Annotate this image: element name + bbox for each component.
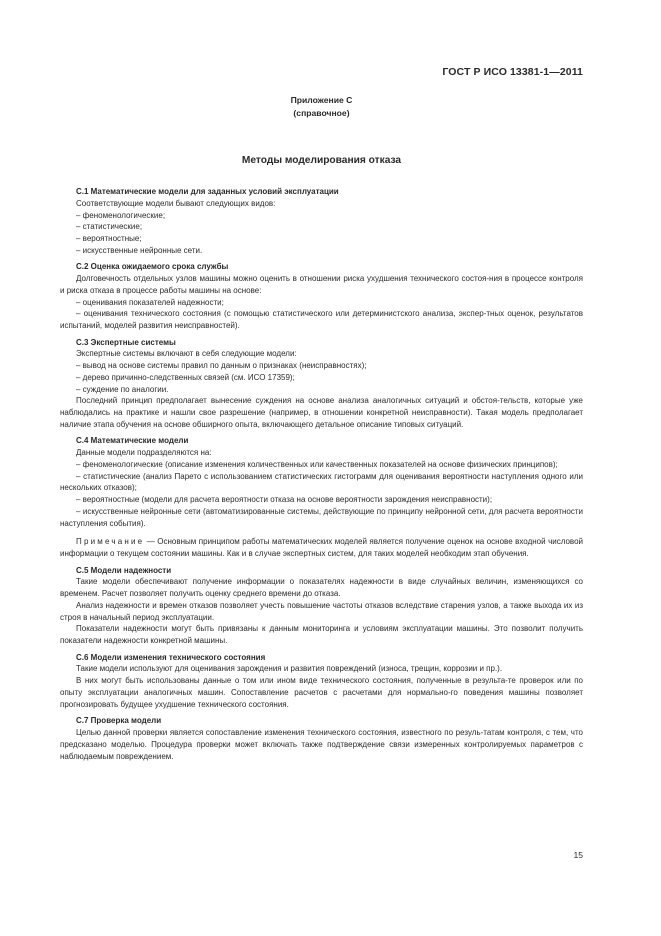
section-heading-c7: С.7 Проверка модели bbox=[76, 716, 162, 726]
section-heading-c3: С.3 Экспертные системы bbox=[76, 337, 176, 347]
standard-designation: ГОСТ Р ИСО 13381-1—2011 bbox=[442, 66, 583, 78]
list-item: – вывод на основе системы правил по данным о признаках (неисправностях); bbox=[76, 361, 367, 371]
list-item: – феноменологические; bbox=[76, 210, 166, 220]
paragraph: Анализ надежности и времен отказов позволяет учесть повышение частоты отказов вследствие старения узлов, а также выхода их из строя в начальный период эксплуатации. bbox=[60, 600, 583, 622]
paragraph: Такие модели обеспечивают получение информации о показателях надежности в виде случайных величин, изменяющихся со временем. Расчет позволяет получить оценку среднего времени до отказа. bbox=[60, 577, 583, 599]
list-item: – искусственные нейронные сети. bbox=[76, 245, 203, 255]
section-heading-c4: С.4 Математические модели bbox=[76, 436, 189, 446]
list-item: – суждение по аналогии. bbox=[76, 384, 169, 394]
section-heading-c1: С.1 Математические модели для заданных условий эксплуатации bbox=[76, 187, 339, 196]
list-item: – искусственные нейронные сети (автоматизированные системы, действующие по принципу нейронной сети, для расчета вероятности наступления события). bbox=[60, 506, 583, 528]
paragraph: Долговечность отдельных узлов машины можно оценить в отношении риска ухудшения технического состоя-ния в процессе контроля и риска отказа в процессе работы машины на основе: bbox=[60, 274, 583, 295]
paragraph: В них могут быть использованы данные о том или ином виде технического состояния, полученные в результа-те проверок или по опыту эксплуатации аналогичных машин. Сопоставление расчетов с расчетами для нормально-го поведения машины позволяет прогнозировать будущее ухудшение технического состояния. bbox=[60, 676, 583, 709]
list-item: – статистические; bbox=[76, 222, 143, 232]
paragraph: Данные модели подразделяются на: bbox=[76, 448, 212, 458]
page-number: 15 bbox=[573, 850, 583, 860]
list-item: – феноменологические (описание изменения количественных или качественных показателей на основе физических принципов); bbox=[76, 459, 558, 469]
list-item: – дерево причинно-следственных связей (см. ИСО 17359); bbox=[76, 372, 295, 382]
section-heading-c6: С.6 Модели изменения технического состояния bbox=[76, 652, 266, 662]
annex-heading bbox=[60, 94, 583, 120]
list-item: – вероятностные (модели для расчета вероятности отказа на основе вероятности зарождения неисправности); bbox=[76, 495, 493, 505]
paragraph: Экспертные системы включают в себя следующие модели: bbox=[76, 349, 297, 359]
note-label: Примечание bbox=[76, 537, 145, 547]
list-item: – статистические (анализ Парето с использованием статистических гистограмм для оценивания вероятности наступления одного или нескольких отказов); bbox=[60, 471, 583, 493]
list-item: – вероятностные; bbox=[76, 234, 142, 243]
section-heading-c5: С.5 Модели надежности bbox=[76, 565, 172, 575]
paragraph: Целью данной проверки является сопоставление изменения технического состояния, известного по резуль-татам контроля, с тем, что предсказано моделью. Процедура проверки может включать также подтверждение связи измеренных контролируемых параметров с наблюдаемым повреждением. bbox=[60, 728, 583, 761]
paragraph: Соответствующие модели бывают следующих видов: bbox=[76, 198, 276, 208]
annex-title: Приложение С bbox=[290, 95, 353, 105]
list-item: – оценивания показателей надежности; bbox=[76, 297, 224, 307]
document-body bbox=[60, 186, 583, 762]
list-item: – оценивания технического состояния (с помощью статистического или детерминистского анализа, экспер-тных оценок, результатов испытаний, моделей развития неисправностей). bbox=[60, 309, 583, 331]
note-text: — Основным принципом работы математических моделей является получение оценок на основе входной числовой информации о текущем состоянии машины. Как и в случае экспертных систем, для таких моделей необходим этап обучения. bbox=[60, 537, 583, 559]
note bbox=[60, 536, 583, 560]
paragraph: Такие модели используют для оценивания зарождения и развития повреждений (износа, трещин, коррозии и пр.). bbox=[76, 664, 503, 674]
annex-kind: (справочное) bbox=[293, 108, 350, 118]
paragraph: Показатели надежности могут быть привязаны к данным мониторинга и условиям эксплуатации машины. Это позволит получить показатели надежности конкретной машины. bbox=[60, 624, 583, 646]
section-heading-c2: С.2 Оценка ожидаемого срока службы bbox=[76, 262, 229, 272]
document-title: Методы моделирования отказа bbox=[241, 155, 402, 166]
paragraph: Последний принцип предполагает вынесение суждения на основе анализа аналогичных ситуаций и обстоя-тельств, которые уже наблюдались на практике и нашли свое разрешение (например, в отношении конкретной неисправности). Такая модель предполагает наличие этапа обучения на основе обширного опыта, включающего детальное описание типовых ситуаций. bbox=[60, 396, 583, 429]
